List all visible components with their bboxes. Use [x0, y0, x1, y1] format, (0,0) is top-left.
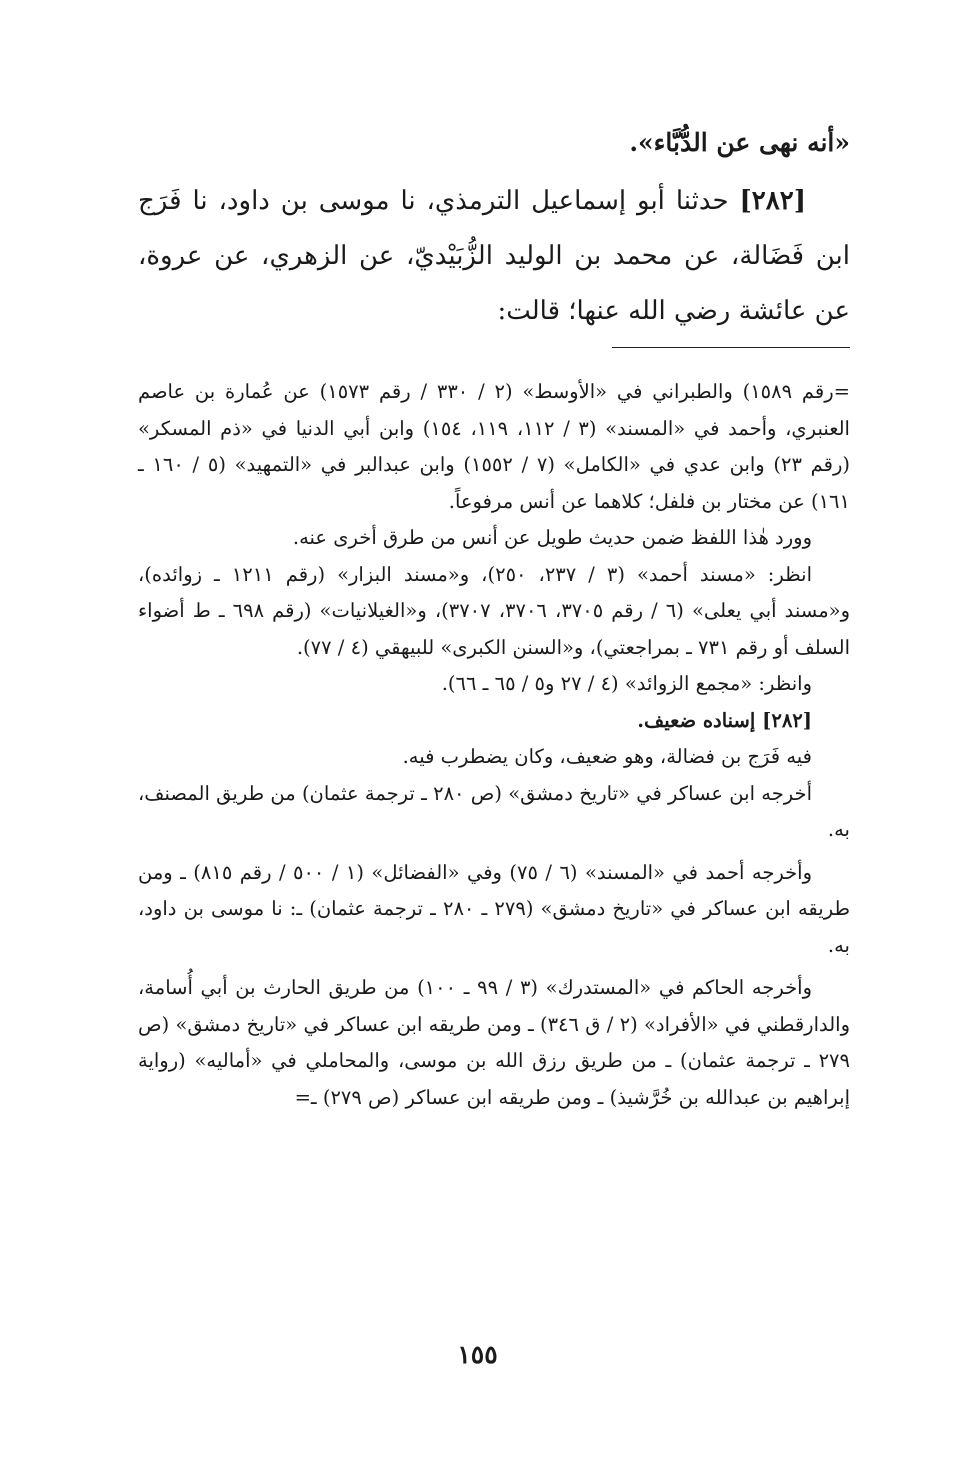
hadith-quote-heading: «أنه نهى عن الدُّبَّاء». — [629, 128, 850, 157]
footnote-paragraph: وورد هٰذا اللفظ ضمن حديث طويل عن أنس من طرق أخرى عنه. — [292, 526, 812, 549]
hadith-paragraph — [138, 174, 850, 339]
footnote-paragraph: انظر: «مسند أحمد» (٣ / ٢٣٧، ٢٥٠)، و«مسند البزار» (رقم ١٢١١ ـ زوائده)، و«مسند أبي يعلى» (٦ / رقم ٣٧٠٥، ٣٧٠٦، ٣٧٠٧)، و«الغيلانيات» (رقم ٦٩٨ ـ ط أضواء السلف أو رقم ٧٣١ ـ بمراجعتي)، و«السنن الكبرى» للبيهقي (٤ / ٧٧). — [138, 562, 850, 659]
footnote-continuation: =رقم ١٥٨٩) والطبراني في «الأوسط» (٢ / ٣٣٠ / رقم ١٥٧٣) عن عُمارة بن عاصم العنبري، وأحمد في «المسند» (٣ / ١١٢، ١١٩، ١٥٤) وابن أبي الدنيا في «ذم المسكر» (رقم ٢٣) وابن عدي في «الكامل» (٧ / ١٥٥٢) وابن عبدالبر في «التمهيد» (٥ / ١٦٠ ـ ١٦١) عن مختار بن فلفل؛ كلاهما عن أنس مرفوعاً. — [138, 380, 851, 513]
footnote-paragraph: وأخرجه الحاكم في «المستدرك» (٣ / ٩٩ ـ ١٠٠) من طريق الحارث بن أبي أُسامة، والدارقطني في «الأفراد» (٢ / ق ٣٤٦) ـ ومن طريقه ابن عساكر في «تاريخ دمشق» (ص ٢٧٩ ـ ترجمة عثمان) ـ من طريق رزق الله بن موسى، والمحاملي في «أماليه» (رواية إبراهيم بن عبدالله بن خُرَّشيذ) ـ ومن طريقه ابن عساكر (ص ٢٧٩) ـ= — [138, 976, 850, 1109]
hadith-number: [٢٨٢] — [739, 186, 806, 216]
footnote-paragraph: وأخرجه أحمد في «المسند» (٦ / ٧٥) وفي «الفضائل» (١ / ٥٠٠ / رقم ٨١٥) ـ ومن طريقه ابن عساكر في «تاريخ دمشق» (٢٧٩ ـ ٢٨٠ ـ ترجمة عثمان) ـ: نا موسى بن داود، به. — [138, 860, 850, 957]
footnote-divider — [612, 347, 850, 348]
main-text — [138, 118, 850, 339]
footnotes — [138, 374, 850, 1116]
footnote-paragraph: أخرجه ابن عساكر في «تاريخ دمشق» (ص ٢٨٠ ـ ترجمة عثمان) من طريق المصنف، به. — [138, 781, 850, 841]
isnad-heading: [٢٨٢] إسناده ضعيف. — [637, 708, 812, 732]
footnote-paragraph: فيه فَرَج بن فضالة، وهو ضعيف، وكان يضطرب فيه. — [402, 745, 812, 768]
footnote-paragraph: وانظر: «مجمع الزوائد» (٤ / ٢٧ و٥ / ٦٥ ـ ٦٦). — [441, 672, 812, 695]
hadith-text: حدثنا أبو إسماعيل الترمذي، نا موسى بن داود، نا فَرَج ابن فَضَالة، عن محمد بن الوليد الزُّبَيْديّ، عن الزهري، عن عروة، عن عائشة رضي الله عنها؛ قالت: — [138, 186, 850, 326]
page-number: ١٥٥ — [457, 1340, 498, 1369]
